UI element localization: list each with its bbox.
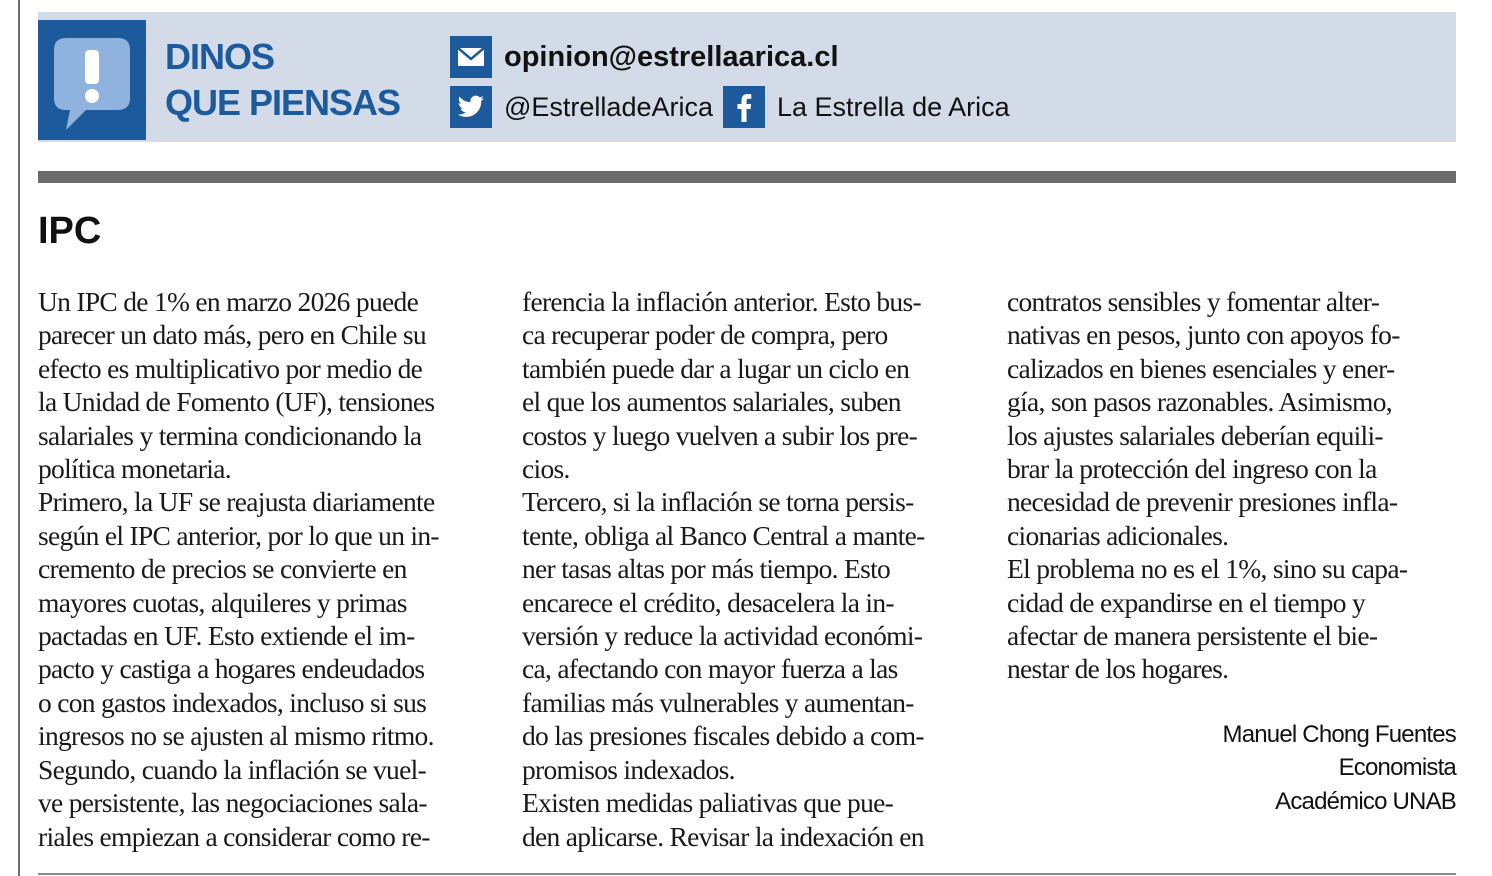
section-title xyxy=(165,34,400,126)
text-line: Un IPC de 1% en marzo 2026 puede xyxy=(38,286,419,317)
article-title: IPC xyxy=(38,210,102,252)
article-column-1 xyxy=(38,285,498,853)
exclamation-bubble-icon xyxy=(52,36,132,132)
twitter-handle[interactable]: @EstrelladeArica xyxy=(504,91,713,122)
text-line: costos y luego vuelven a subir los pre- xyxy=(522,419,918,451)
author-affiliation: Académico UNAB xyxy=(1275,787,1456,815)
text-line: calizados en bienes esenciales y ener- xyxy=(1007,352,1395,384)
text-line: ferencia la inflación anterior. Esto bus- xyxy=(522,286,921,317)
text-line: política monetaria. xyxy=(38,453,231,485)
text-line: nativas en pesos, junto con apoyos fo- xyxy=(1007,319,1400,351)
section-title-line2: QUE PIENSAS xyxy=(165,82,401,123)
text-line: Segundo, cuando la inflación se vuel- xyxy=(38,753,427,785)
text-line: ca, afectando con mayor fuerza a las xyxy=(522,653,898,685)
article-column-3 xyxy=(1007,285,1457,686)
text-line: den aplicarse. Revisar la indexación en xyxy=(522,820,924,852)
text-line: familias más vulnerables y aumentan- xyxy=(522,686,914,718)
text-line: afectar de manera persistente el bie- xyxy=(1007,620,1378,652)
text-line: ve persistente, las negociaciones sala- xyxy=(38,787,427,819)
text-line: gía, son pasos razonables. Asimismo, xyxy=(1007,386,1392,418)
text-line: cios. xyxy=(522,453,570,485)
text-line: ingresos no se ajusten al mismo ritmo. xyxy=(38,720,434,752)
text-line: Tercero, si la inflación se torna persis- xyxy=(522,486,914,518)
social-row xyxy=(450,86,1010,128)
facebook-icon xyxy=(723,86,765,128)
bottom-rule xyxy=(38,873,1456,875)
text-line: riales empiezan a considerar como re- xyxy=(38,820,430,852)
text-line: versión y reduce la actividad económi- xyxy=(522,620,923,652)
text-line: brar la protección del ingreso con la xyxy=(1007,453,1377,485)
text-line: tente, obliga al Banco Central a mante- xyxy=(522,519,925,551)
text-line: parecer un dato más, pero en Chile su xyxy=(38,319,426,351)
text-line: cidad de expandirse en el tiempo y xyxy=(1007,586,1366,618)
author-role: Economista xyxy=(1338,754,1456,782)
twitter-icon xyxy=(450,86,492,128)
page-left-rule xyxy=(18,0,20,876)
text-line: efecto es multiplicativo por medio de xyxy=(38,352,423,384)
text-line: también puede dar a lugar un ciclo en xyxy=(522,352,910,384)
email-row xyxy=(450,36,839,78)
text-line: la Unidad de Fomento (UF), tensiones xyxy=(38,386,435,418)
section-divider xyxy=(38,171,1456,183)
logo-box xyxy=(38,20,146,140)
mail-icon xyxy=(450,36,492,78)
section-title-line1: DINOS xyxy=(165,36,275,77)
text-line: mayores cuotas, alquileres y primas xyxy=(38,586,407,618)
text-line: según el IPC anterior, por lo que un in- xyxy=(38,519,439,551)
text-line: contratos sensibles y fomentar alter- xyxy=(1007,286,1380,317)
author-name: Manuel Chong Fuentes xyxy=(1222,721,1456,748)
facebook-page[interactable]: La Estrella de Arica xyxy=(777,91,1010,122)
text-line: ner tasas altas por más tiempo. Esto xyxy=(522,553,891,585)
email-link[interactable]: opinion@estrellaarica.cl xyxy=(504,40,839,73)
text-line: Primero, la UF se reajusta diariamente xyxy=(38,486,435,518)
text-line: Existen medidas paliativas que pue- xyxy=(522,787,894,819)
text-line: o con gastos indexados, incluso si sus xyxy=(38,686,427,718)
text-line: pactadas en UF. Esto extiende el im- xyxy=(38,620,415,652)
author-signature xyxy=(1223,718,1457,818)
text-line: El problema no es el 1%, sino su capa- xyxy=(1007,553,1408,585)
text-line: salariales y termina condicionando la xyxy=(38,419,422,451)
text-line: promisos indexados. xyxy=(522,753,735,785)
text-line: ca recuperar poder de compra, pero xyxy=(522,319,888,351)
text-line: cremento de precios se convierte en xyxy=(38,553,407,585)
text-line: pacto y castiga a hogares endeudados xyxy=(38,653,425,685)
article-column-2 xyxy=(522,285,982,853)
text-line: el que los aumentos salariales, suben xyxy=(522,386,901,418)
text-line: do las presiones fiscales debido a com- xyxy=(522,720,924,752)
text-line: los ajustes salariales deberían equili- xyxy=(1007,419,1383,451)
text-line: nestar de los hogares. xyxy=(1007,653,1229,685)
text-line: necesidad de prevenir presiones infla- xyxy=(1007,486,1398,518)
text-line: encarece el crédito, desacelera la in- xyxy=(522,586,894,618)
text-line: cionarias adicionales. xyxy=(1007,519,1229,551)
